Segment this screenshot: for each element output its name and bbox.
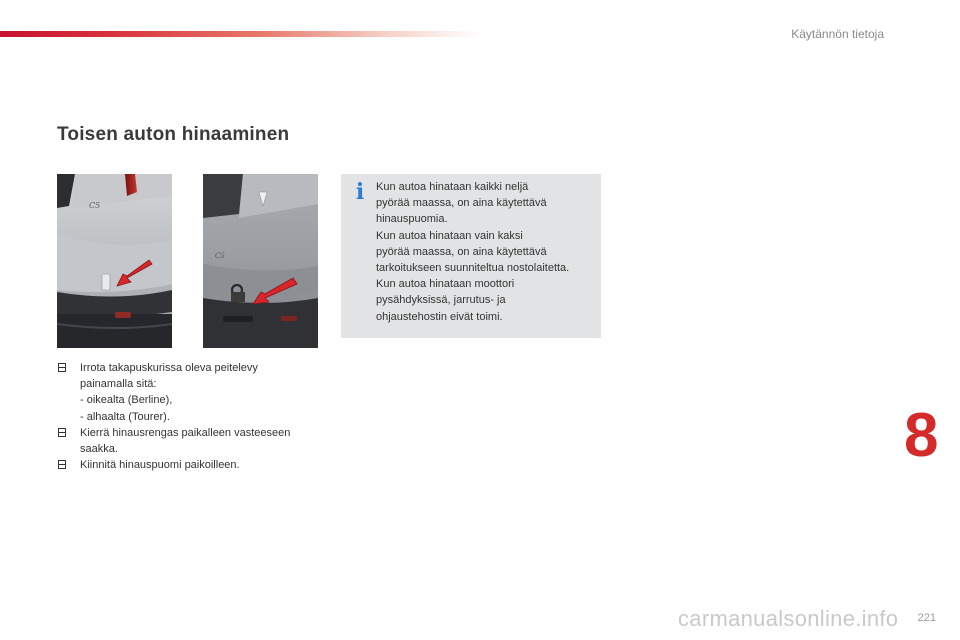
- step-sub-item: - alhaalta (Tourer).: [80, 410, 170, 423]
- step-item: [57, 360, 327, 425]
- info-line: hinauspuomia.: [376, 213, 448, 226]
- info-line: Kun autoa hinataan vain kaksi: [376, 229, 523, 242]
- car-badge: C5: [215, 252, 225, 260]
- info-line: tarkoitukseen suunniteltua nostolaitetta.: [376, 262, 570, 275]
- chapter-number: 8: [904, 401, 939, 470]
- info-line: pysähdyksissä, jarrutus- ja: [376, 294, 506, 307]
- info-notice-text: [376, 179, 598, 325]
- step-text: Kierrä hinausrengas paikalleen vasteeseen: [80, 426, 291, 439]
- watermark: carmanualsonline.info: [678, 606, 899, 631]
- photo-berline-rear-bumper: [57, 174, 172, 348]
- step-item: [57, 457, 327, 473]
- info-icon: i: [355, 179, 365, 205]
- step-text: painamalla sitä:: [80, 378, 157, 391]
- car-badge: C5: [89, 201, 101, 210]
- info-notice-box: [341, 174, 601, 338]
- info-line: pyörää maassa, on aina käytettävä: [376, 197, 547, 210]
- step-sub-item: - oikealta (Berline),: [80, 394, 173, 407]
- step-text: saakka.: [80, 443, 118, 456]
- info-line: pyörää maassa, on aina käytettävä: [376, 245, 547, 258]
- step-bullet-icon: [58, 428, 66, 437]
- info-line: ohjaustehostin eivät toimi.: [376, 310, 503, 323]
- info-line: Kun autoa hinataan kaikki neljä: [376, 181, 529, 193]
- step-item: [57, 425, 327, 457]
- step-text: Irrota takapuskurissa oleva peitelevy: [80, 362, 258, 374]
- header-accent-bar: [0, 31, 480, 37]
- step-bullet-icon: [58, 460, 66, 469]
- step-text: Kiinnitä hinauspuomi paikoilleen.: [80, 459, 240, 472]
- section-title: Käytännön tietoja: [791, 27, 884, 41]
- step-bullet-icon: [58, 363, 66, 372]
- photo-tourer-tow-ring: [203, 174, 318, 348]
- page-title: Toisen auton hinaaminen: [57, 124, 290, 145]
- page-number: 221: [917, 612, 936, 624]
- info-line: Kun autoa hinataan moottori: [376, 278, 515, 291]
- instruction-steps: [57, 360, 327, 473]
